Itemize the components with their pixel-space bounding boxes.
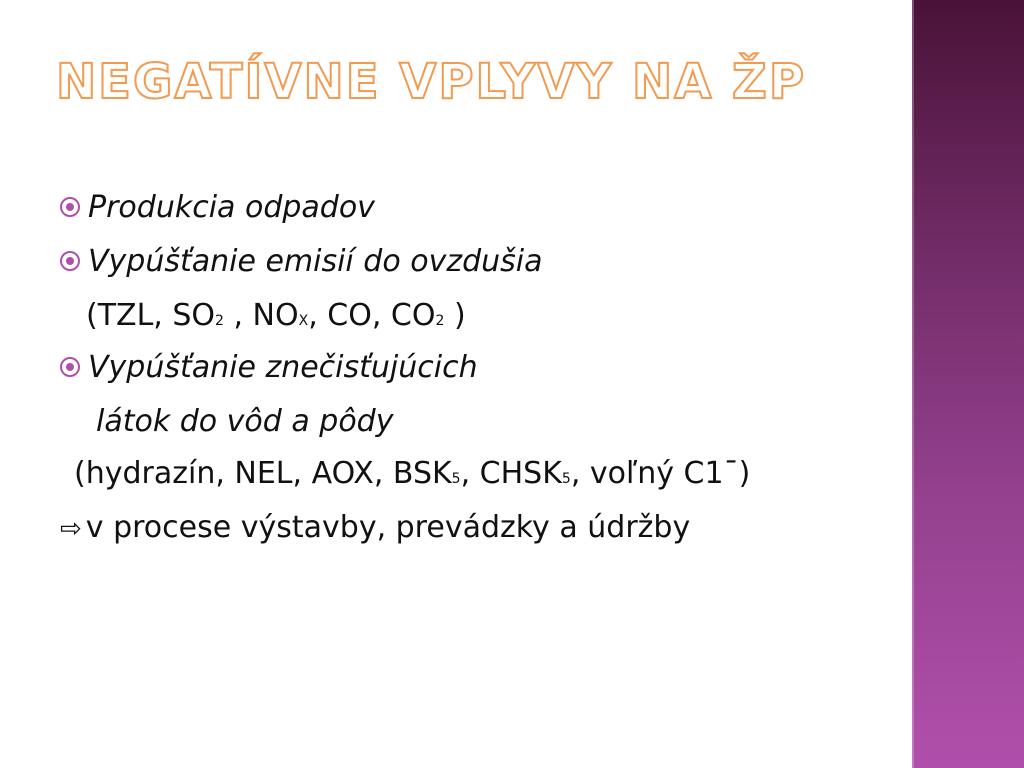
bullet-icon bbox=[60, 197, 80, 217]
bullet-text: látok do vôd a pôdy bbox=[96, 404, 394, 439]
pollutants-detail-line bbox=[74, 456, 750, 497]
bullet-icon bbox=[60, 357, 80, 377]
bullet-continuation bbox=[96, 404, 393, 440]
superscript-mark: ¯ bbox=[723, 456, 739, 491]
slide-title: NEGATÍVNE VPLYVY NA ŽP bbox=[56, 54, 807, 110]
bullet-icon bbox=[60, 251, 80, 271]
right-arrow-icon: ⇨ bbox=[60, 514, 82, 544]
bullet-text: Produkcia odpadov bbox=[88, 190, 375, 225]
bullet-item bbox=[60, 190, 375, 226]
subscript: 2 bbox=[215, 313, 224, 329]
text-fragment: , voľný C1 bbox=[570, 456, 724, 491]
bullet-item bbox=[60, 244, 543, 280]
subscript: 2 bbox=[435, 313, 445, 329]
text-fragment: , CO, CO bbox=[308, 298, 436, 333]
subscript: X bbox=[298, 313, 309, 329]
side-band-edge bbox=[912, 0, 914, 768]
text-fragment: , CHSK bbox=[460, 456, 562, 491]
bullet-text: Vypúšťanie znečisťujúcich bbox=[88, 350, 478, 385]
subscript: 5 bbox=[561, 471, 571, 487]
text-fragment: (TZL, SO bbox=[86, 298, 216, 333]
text-fragment: , NO bbox=[223, 298, 299, 333]
bullet-item bbox=[60, 350, 478, 386]
bullet-text: Vypúšťanie emisií do ovzdušia bbox=[88, 244, 543, 279]
text-fragment: ) bbox=[444, 298, 466, 333]
arrow-item-text: v procese výstavby, prevádzky a údržby bbox=[85, 510, 691, 545]
text-fragment: (hydrazín, NEL, AOX, BSK bbox=[74, 456, 452, 491]
side-decoration-band bbox=[912, 0, 1024, 768]
text-fragment: ) bbox=[738, 456, 751, 491]
emissions-detail-line bbox=[86, 298, 466, 339]
arrow-item bbox=[60, 510, 690, 547]
subscript: 5 bbox=[451, 471, 461, 487]
